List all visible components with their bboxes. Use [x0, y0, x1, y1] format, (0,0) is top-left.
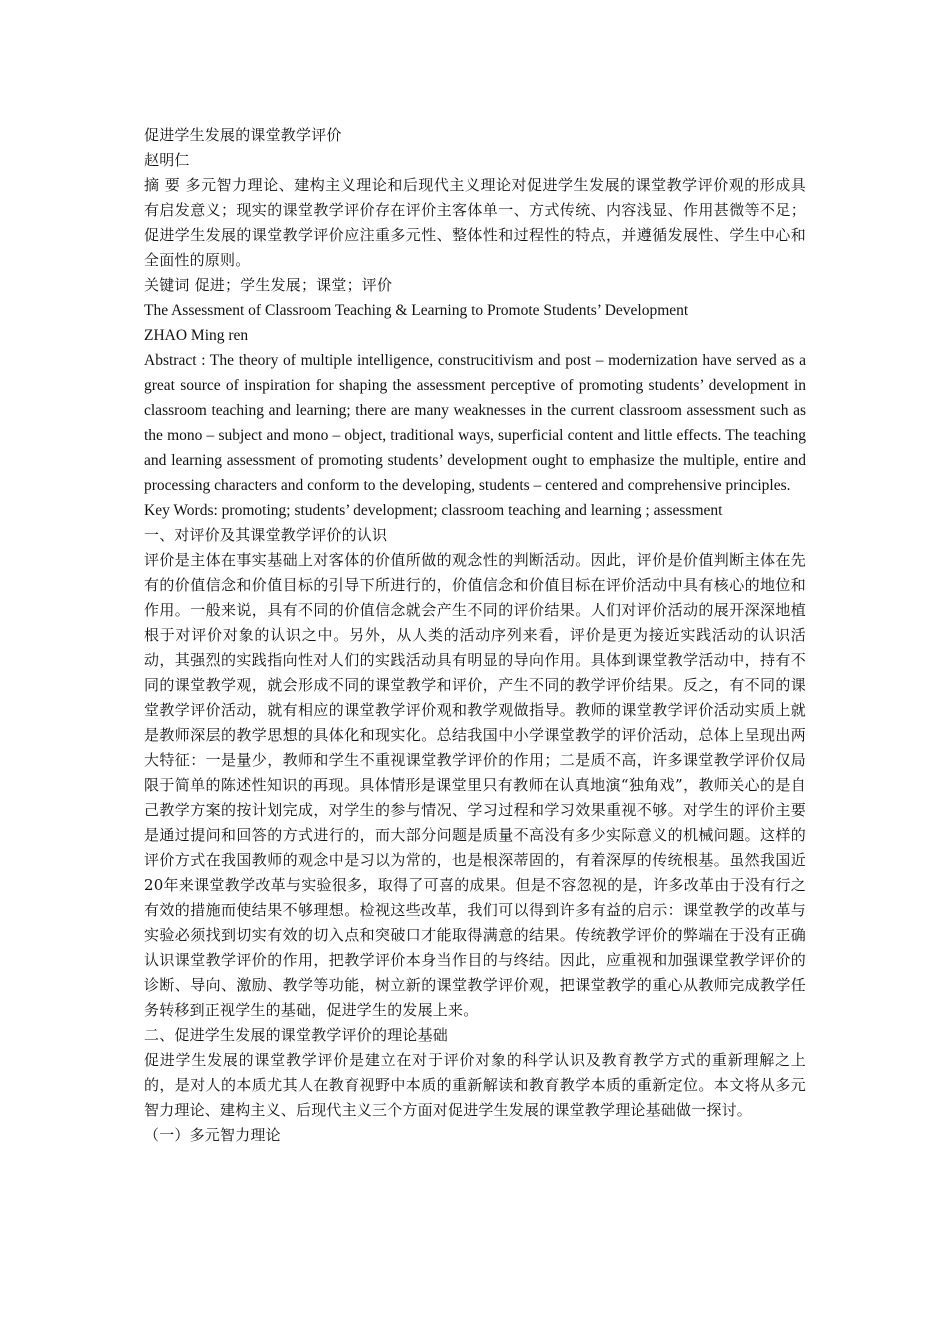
document-page — [144, 123, 806, 1148]
english-title: The Assessment of Classroom Teaching & Learning to Promote Students’ Development — [144, 302, 689, 319]
section-2-heading: 二、促进学生发展的课堂教学评价的理论基础 — [144, 1026, 449, 1044]
keywords-chinese: 关键词 促进；学生发展；课堂；评价 — [144, 276, 393, 294]
section-1-heading: 一、对评价及其课堂教学评价的认识 — [144, 526, 388, 544]
english-author: ZHAO Ming ren — [144, 327, 249, 344]
author-name: 赵明仁 — [144, 151, 190, 169]
section-2-body: 促进学生发展的课堂教学评价是建立在对于评价对象的科学认识及教育教学方式的重新理解之上的，是对人的本质尤其人在教育视野中本质的重新解读和教育教学本质的重新定位。本文将从多元智力理论、建构主义、后现代主义三个方面对促进学生发展的课堂教学理论基础做一探讨。 — [144, 1051, 806, 1119]
abstract-english: Abstract : The theory of multiple intelligence, construcitivism and post – modernization have served as a great source of inspiration for shaping the assessment perceptive of promoting students’ development in classroom teaching and learning; there are many weaknesses in the current classroom assessment such as the mono – subject and mono – object, traditional ways, superficial content and little effects. The teaching and learning assessment of promoting students’ development ought to emphasize the multiple, entire and processing characters and conform to the developing, students – centered and comprehensive principles. — [144, 352, 806, 494]
keywords-english: Key Words: promoting; students’ development; classroom teaching and learning ; assessment — [144, 502, 723, 519]
document-title: 促进学生发展的课堂教学评价 — [144, 126, 342, 144]
subsection-1-heading: （一）多元智力理论 — [144, 1126, 281, 1144]
abstract-chinese: 摘 要 多元智力理论、建构主义理论和后现代主义理论对促进学生发展的课堂教学评价观的形成具有启发意义；现实的课堂教学评价存在评价主客体单一、方式传统、内容浅显、作用甚微等不足；促进学生发展的课堂教学评价应注重多元性、整体性和过程性的特点，并遵循发展性、学生中心和全面性的原则。 — [144, 176, 806, 269]
section-1-body: 评价是主体在事实基础上对客体的价值所做的观念性的判断活动。因此，评价是价值判断主体在先有的价值信念和价值目标的引导下所进行的，价值信念和价值目标在评价活动中具有核心的地位和作用。一般来说，具有不同的价值信念就会产生不同的评价结果。人们对评价活动的展开深深地植根于对评价对象的认识之中。另外，从人类的活动序列来看，评价是更为接近实践活动的认识活动，其强烈的实践指向性对人们的实践活动具有明显的导向作用。具体到课堂教学活动中，持有不同的课堂教学观，就会形成不同的课堂教学和评价，产生不同的教学评价结果。反之，有不同的课堂教学评价活动，就有相应的课堂教学评价观和教学观做指导。教师的课堂教学评价活动实质上就是教师深层的教学思想的具体化和现实化。总结我国中小学课堂教学的评价活动，总体上呈现出两大特征：一是量少，教师和学生不重视课堂教学评价的作用；二是质不高，许多课堂教学评价仅局限于简单的陈述性知识的再现。具体情形是课堂里只有教师在认真地演“独角戏”，教师关心的是自己教学方案的按计划完成，对学生的参与情况、学习过程和学习效果重视不够。对学生的评价主要是通过提问和回答的方式进行的，而大部分问题是质量不高没有多少实际意义的机械问题。这样的评价方式在我国教师的观念中是习以为常的，也是根深蒂固的，有着深厚的传统根基。虽然我国近20年来课堂教学改革与实验很多，取得了可喜的成果。但是不容忽视的是，许多改革由于没有行之有效的措施而使结果不够理想。检视这些改革，我们可以得到许多有益的启示：课堂教学的改革与实验必须找到切实有效的切入点和突破口才能取得满意的结果。传统教学评价的弊端在于没有正确认识课堂教学评价的作用，把教学评价本身当作目的与终结。因此，应重视和加强课堂教学评价的诊断、导向、激励、教学等功能，树立新的课堂教学评价观，把课堂教学的重心从教师完成教学任务转移到正视学生的基础，促进学生的发展上来。 — [144, 551, 806, 1019]
